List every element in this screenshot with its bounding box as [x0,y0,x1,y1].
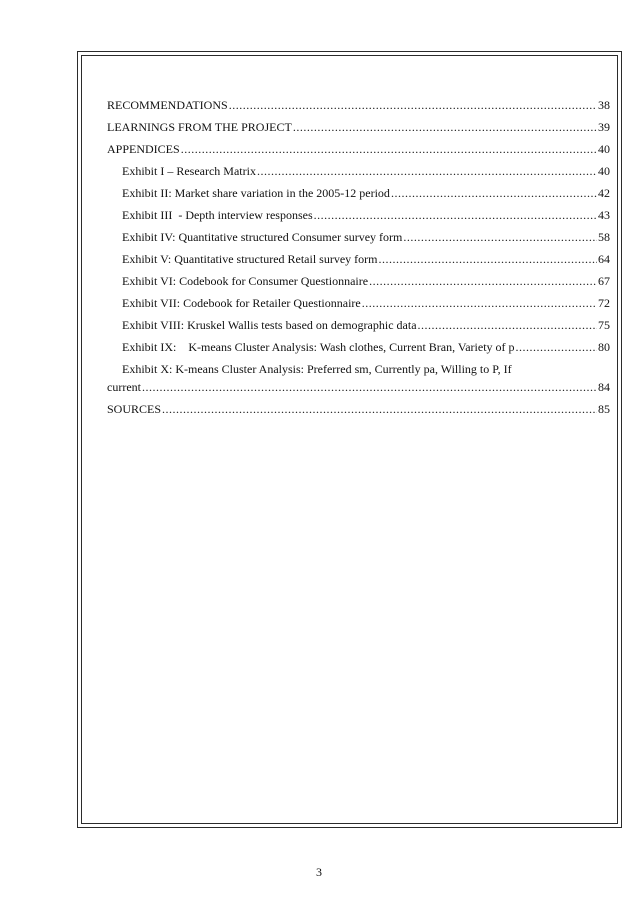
toc-dot-leader [391,186,597,201]
toc-entry-exhibit-6[interactable] [107,274,610,296]
toc-entry-title-line2: current [107,380,141,394]
toc-entry-title: Exhibit VIII: Kruskel Wallis tests based on demographic data [122,318,417,332]
toc-entry-sources[interactable] [107,402,610,424]
toc-entry-page: 40 [598,142,610,156]
toc-dot-leader [162,402,597,417]
toc-entry-page: 39 [598,120,610,134]
toc-entry-page: 85 [598,402,610,416]
toc-entry-title: Exhibit VII: Codebook for Retailer Questionnaire [122,296,361,310]
page-number: 3 [316,865,322,879]
toc-entry-exhibit-1[interactable] [107,164,610,186]
toc-dot-leader [516,340,597,355]
toc-entry-title: RECOMMENDATIONS [107,98,228,112]
toc-entry-page: 75 [598,318,610,332]
toc-dot-leader [314,208,597,223]
toc-entry-title: Exhibit VI: Codebook for Consumer Questionnaire [122,274,369,288]
toc-entry-page: 80 [598,340,610,354]
toc-entry-exhibit-3[interactable] [107,208,610,230]
toc-entry-page: 84 [598,380,610,394]
toc-entry-title: SOURCES [107,402,162,416]
toc-entry-exhibit-7[interactable] [107,296,610,318]
toc-entry-page: 38 [598,98,610,112]
toc-dot-leader [293,120,597,135]
toc-entry-title-line1: Exhibit X: K-means Cluster Analysis: Preferred sm, Currently pa, Willing to P, If [122,362,512,376]
toc-entry-page: 42 [598,186,610,200]
toc-entry-exhibit-9[interactable] [107,340,610,362]
toc-entry-title-line2-row [107,380,610,402]
toc-entry-learnings[interactable] [107,120,610,142]
toc-entry-title: APPENDICES [107,142,180,156]
toc-entry-exhibit-10[interactable] [107,362,610,402]
toc-dot-leader [418,318,597,333]
toc-entry-page: 72 [598,296,610,310]
toc-entry-recommendations[interactable] [107,98,610,120]
toc-entry-exhibit-2[interactable] [107,186,610,208]
toc-dot-leader [257,164,597,179]
toc-dot-leader [379,252,598,267]
toc-entry-page: 40 [598,164,610,178]
toc-entry-exhibit-4[interactable] [107,230,610,252]
toc-entry-page: 64 [598,252,610,266]
toc-entry-page: 58 [598,230,610,244]
toc-dot-leader [403,230,597,245]
toc-entry-title: Exhibit IX: K-means Cluster Analysis: Wash clothes, Current Bran, Variety of p [122,340,515,354]
toc-entry-appendices[interactable] [107,142,610,164]
toc-entry-title: Exhibit I – Research Matrix [122,164,256,178]
toc-entry-title: LEARNINGS FROM THE PROJECT [107,120,292,134]
toc-entry-title: Exhibit V: Quantitative structured Retail survey form [122,252,378,266]
toc-dot-leader [362,296,597,311]
toc-entry-page: 67 [598,274,610,288]
toc-entry-exhibit-8[interactable] [107,318,610,340]
table-of-contents [107,98,610,424]
toc-dot-leader [142,380,597,395]
toc-entry-title: Exhibit II: Market share variation in the 2005-12 period [122,186,390,200]
toc-entry-title: Exhibit III - Depth interview responses [122,208,313,222]
toc-entry-title: Exhibit IV: Quantitative structured Consumer survey form [122,230,403,244]
toc-entry-exhibit-5[interactable] [107,252,610,274]
toc-dot-leader [369,274,597,289]
toc-dot-leader [229,98,597,113]
toc-dot-leader [181,142,597,157]
toc-entry-page: 43 [598,208,610,222]
